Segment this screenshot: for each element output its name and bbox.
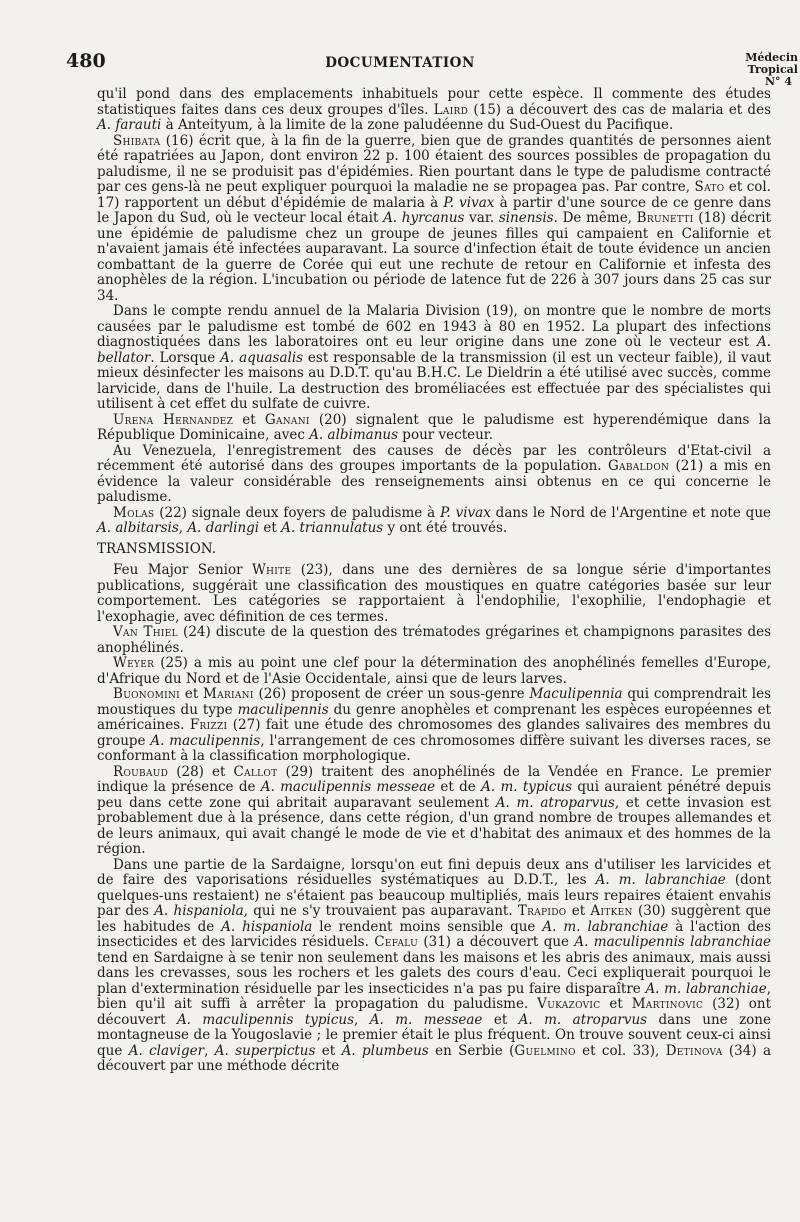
journal-issue: N° 4 <box>764 75 792 88</box>
paragraph: Molas (22) signale deux foyers de paludisme à P. vivax dans le Nord de l'Argentine et note que A. albitarsis, A. darlingi et A. triannulatus y ont été trouvés. <box>97 504 771 536</box>
journal-line-1: Médecin <box>745 51 798 64</box>
paragraph: Shibata (16) écrit que, à la fin de la guerre, bien que de grandes quantités de personnes aient été rapatriées au Japon, dont environ 22 p. 100 étaient des sources possibles de propagation du paludisme, il ne se produisit pas d'épidémies. Rien pourtant dans le type de paludisme contracté par ces gens-là ne peut expliquer pourquoi la maladie ne se propagea pas. Par contre, Sato et col. 17) rapportent un début d'épidémie de malaria à P. vivax à partir d'une source de ce genre dans le Japon du Sud, où le vecteur local était A. hyrcanus var. sinensis. De même, Brunetti (18) décrit une épidémie de paludisme chez un groupe de jeunes filles qui campaient en Californie et n'avaient jamais été infectées auparavant. La source d'infection était de toute évidence un ancien combattant de la guerre de Corée qui eut une rechute de retour en Californie et infesta des anophèles de la région. L'incubation ou période de latence fut de 226 à 307 jours dans 25 cas sur 34. <box>97 132 772 304</box>
paragraph: Roubaud (28) et Callot (29) traitent des anophélinés de la Vendée en France. Le premier indique la présence de A. maculipennis messeae et de A. m. typicus qui auraient pénétré depuis peu dans cette zone qui abritait auparavant seulement A. m. atroparvus, et cette invasion est probablement due à la présence, dans cette région, d'un grand nombre de troupes allemandes et de leurs animaux, qui avait changé le mode de vie et d'habitat des animaux et des hommes de la région. <box>97 763 772 857</box>
paragraph: Urena Hernandez et Ganani (20) signalent que le paludisme est hyperendémique dans la République Dominicaine, avec A. albimanus pour vecteur. <box>97 411 771 443</box>
paragraph: Weyer (25) a mis au point une clef pour la détermination des anophélinés femelles d'Europe, d'Afrique du Nord et de l'Asie Occidentale, ainsi que de leurs larves. <box>97 655 771 687</box>
journal-name <box>745 52 798 88</box>
journal-line-2: Tropical <box>747 63 798 76</box>
page-number: 480 <box>66 50 106 72</box>
paragraph: Dans le compte rendu annuel de la Malaria Division (19), on montre que le nombre de morts causées par le paludisme est tombé de 602 en 1943 à 80 en 1952. La plupart des infections diagnostiquées dans les laboratoires ont eu leur origine dans une zone où le vecteur est A. bellator. Lorsque A. aquasalis est responsable de la transmission (il est un vecteur faible), il vaut mieux désinfecter les maisons au D.D.T. qu'au B.H.C. Le Dieldrin a été utilisé avec succès, comme larvicide, dans de l'huile. La destruction des broméliacées est effectuée par des spécialistes qui utilisent à cet effet du sulfate de cuivre. <box>97 303 771 412</box>
paragraph: Dans une partie de la Sardaigne, lorsqu'on eut fini depuis deux ans d'utiliser les larvicides et de faire des vaporisations résiduelles systématiques au D.D.T., les A. m. labranchiae (dont quelques-uns restaient) ne s'étaient pas beaucoup multipliés, mais leurs repaires étaient envahis par des A. hispaniola, qui ne s'y trouvaient pas auparavant. Trapido et Aitken (30) suggèrent que les habitudes de A. hispaniola le rendent moins sensible que A. m. labranchiae à l'action des insecticides et des larvicides résiduels. Cefalu (31) a découvert que A. maculipennis labranchiae tend en Sardaigne à se tenir non seulement dans les maisons et les abris des animaux, mais aussi dans les crevasses, sous les rochers et les galets des cours d'eau. Ceci expliquerait pourquoi le plan d'extermination résiduelle par les insecticides n'a pas pu faire disparaître A. m. labranchiae, bien qu'il ait suffi à arrêter la propagation du paludisme. Vukazovic et Martinovic (32) ont découvert A. maculipennis typicus, A. m. messeae et A. m. atroparvus dans une zone montagneuse de la Yougoslavie ; le premier était le plus fréquent. On trouve souvent ceux-ci ainsi que A. claviger, A. superpictus et A. plumbeus en Serbie (Guelmino et col. 33), Detinova (34) a découvert par une méthode décrite <box>97 856 772 1074</box>
paragraph: Feu Major Senior White (23), dans une des dernières de sa longue série d'importantes publications, suggérait une classification des moustiques en quatre catégories basée sur leur comportement. Les catégories se rapportaient à l'endophilie, l'exophilie, l'endophagie et l'exophagie, avec définition de ces termes. <box>97 562 771 625</box>
section-heading: TRANSMISSION. <box>97 540 217 557</box>
paragraph: qu'il pond dans des emplacements inhabituels pour cette espèce. Il commente des études statistiques faites dans ces deux groupes d'îles. Laird (15) a découvert des cas de malaria et des A. farauti à Anteityum, à la limite de la zone paludéenne du Sud-Ouest du Pacifique. <box>97 86 771 133</box>
article-body <box>97 87 771 1075</box>
running-title: DOCUMENTATION <box>325 55 475 71</box>
paragraph: Van Thiel (24) discute de la question des trématodes grégarines et champignons parasites des anophélinés. <box>97 624 772 656</box>
paragraph: Au Venezuela, l'enregistrement des causes de décès par les contrôleurs d'Etat-civil a récemment été autorisé dans des groupes importants de la population. Gabaldon (21) a mis en évidence la valeur considérable des renseignements ainsi obtenus en ce qui concerne le paludisme. <box>97 442 771 505</box>
paragraph: Buonomini et Mariani (26) proposent de créer un sous-genre Maculipennia qui comprendrait les moustiques du type maculipennis du genre anophèles et comprenant les espèces européennes et américaines. Frizzi (27) fait une étude des chromosomes des glandes salivaires des membres du groupe A. maculipennis, l'arrangement de ces chromosomes diffère suivant les diverses races, se conformant à la classification morphologique. <box>97 686 772 764</box>
page-header <box>0 50 800 88</box>
